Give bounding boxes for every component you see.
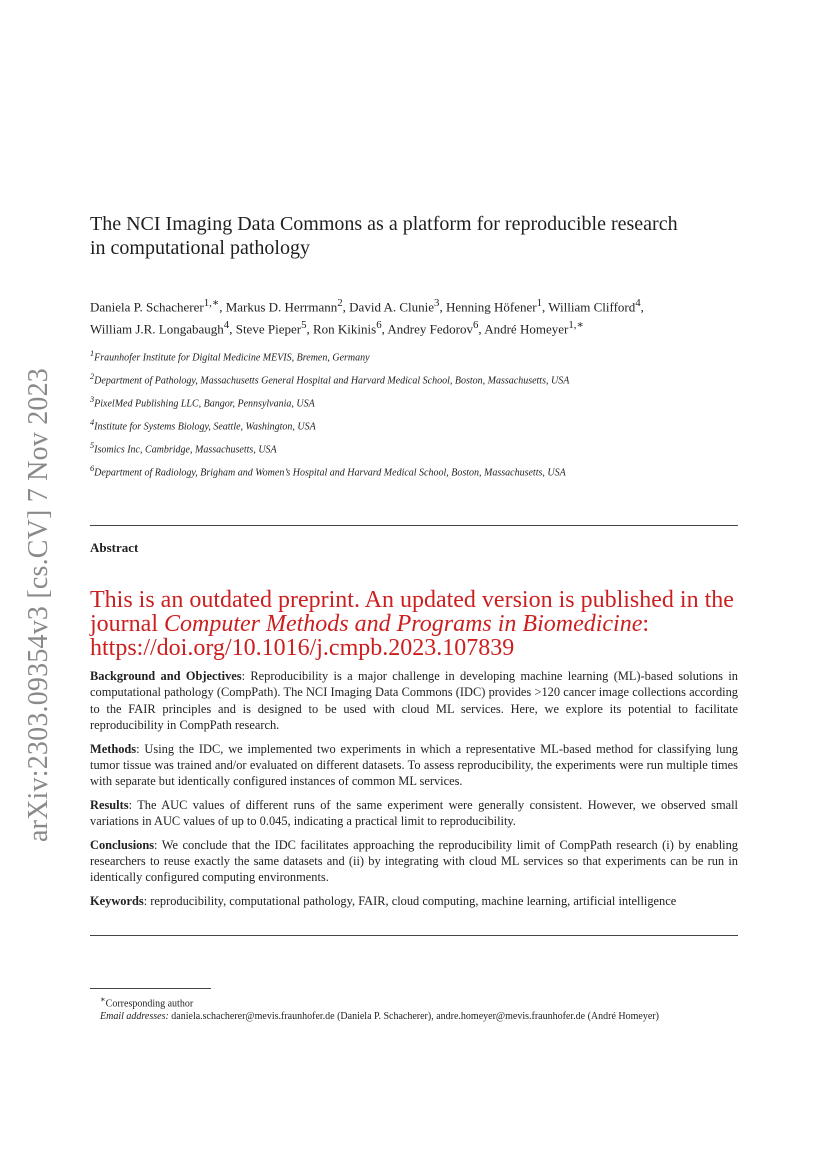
- author-affiliation-marker: 1,∗: [203, 297, 220, 309]
- author-line-2: William J.R. Longabaugh$^4$, Steve Pieper$^5$, Ron Kikinis$^6$, Andrey Fedorov$^6$, André Homeyer$^{1,∗}$: [90, 319, 584, 337]
- outdated-preprint-notice: [90, 588, 738, 660]
- affiliation-number: 3: [90, 395, 95, 404]
- abstract-paragraph-background: [90, 668, 738, 734]
- arxiv-side-stamp: [20, 360, 58, 850]
- journal-name: Computer Methods and Programs in Biomedicine: [163, 611, 643, 637]
- author-affiliation-marker: 4: [223, 319, 230, 332]
- email-addresses[interactable]: daniela.schacherer@mevis.fraunhofer.de (Daniela P. Schacherer), andre.homeyer@mevis.fraunhofer.de (André Homeyer): [168, 1011, 659, 1023]
- abstract-paragraph-methods: [90, 741, 738, 790]
- section-label: Conclusions: [90, 837, 155, 852]
- arxiv-identifier: arXiv:2303.09354v3 [cs.CV] 7 Nov 2023: [23, 367, 54, 843]
- section-text: : reproducibility, computational pathology, FAIR, cloud computing, machine learning, artificial intelligence: [143, 893, 677, 908]
- paper-title-line-1: The NCI Imaging Data Commons as a platform for reproducible research: [90, 213, 678, 235]
- author-name: Andrey Fedorov: [387, 321, 473, 337]
- author-affiliation-marker: 1,∗: [568, 319, 584, 332]
- author-name: André Homeyer: [484, 321, 569, 337]
- section-label: Background and Objectives: [90, 669, 242, 683]
- affiliation-number: 5: [90, 441, 95, 450]
- affiliation-number: 4: [90, 418, 95, 427]
- author-affiliation-marker: 3: [434, 297, 440, 309]
- author-name: Markus D. Herrmann: [225, 299, 338, 315]
- affiliation-number: 6: [90, 464, 95, 473]
- affiliation-number: 2: [90, 372, 95, 381]
- section-text: : Reproducibility is a major challenge in developing machine learning (ML)-based solutions in computational pathology (CompPath). The NCI Imaging Data Commons (IDC) provides >120 cancer image collections according to the FAIR principles and is designed to be used with cloud ML services. Here, we explore its potential to facilitate reproducibility in CompPath research.: [90, 669, 738, 733]
- author-affiliation-marker: 1: [536, 297, 542, 309]
- abstract-paragraph-results: [90, 797, 738, 830]
- author-name: Ron Kikinis: [312, 321, 377, 337]
- footnote: [100, 993, 740, 1023]
- section-label: Methods: [90, 741, 137, 756]
- notice-prefix: journal: [90, 611, 164, 637]
- author-line-1: Daniela P. Schacherer$^{1,∗}$, Markus D. Herrmann$^2$, David A. Clunie$^3$, Henning Höfener$^1$, William Clifford$^4$,: [90, 297, 644, 315]
- affiliation-item: [90, 371, 569, 387]
- author-name: Henning Höfener: [445, 299, 537, 315]
- affiliation-text: Department of Pathology, Massachusetts General Hospital and Harvard Medical School, Boston, Massachusetts, USA: [94, 375, 570, 387]
- email-addresses-note: [100, 1010, 740, 1023]
- author-name: Steve Pieper: [235, 321, 302, 337]
- affiliation-number: 1: [90, 349, 95, 358]
- keywords: [90, 893, 738, 909]
- notice-line-1: This is an outdated preprint. An updated version is published in the: [90, 587, 734, 613]
- affiliation-text: Isomics Inc, Cambridge, Massachusetts, USA: [94, 444, 277, 456]
- abstract-top-rule: [90, 525, 738, 526]
- author-name: Daniela P. Schacherer: [90, 299, 204, 315]
- section-label: Results: [90, 797, 129, 812]
- author-name: David A. Clunie: [349, 299, 435, 315]
- affiliation-text: Fraunhofer Institute for Digital Medicine MEVIS, Bremen, Germany: [94, 352, 370, 364]
- footnote-rule: [90, 988, 211, 989]
- notice-line-2: [90, 612, 738, 636]
- author-name: William J.R. Longabaugh: [90, 321, 224, 337]
- abstract-body: [90, 668, 738, 916]
- affiliation-item: [90, 463, 566, 479]
- email-label: Email addresses:: [100, 1011, 169, 1023]
- paper-title: [90, 212, 738, 260]
- notice-suffix: :: [642, 611, 650, 637]
- abstract-bottom-rule: [90, 935, 738, 936]
- affiliation-item: [90, 394, 315, 410]
- affiliation-item: [90, 348, 370, 364]
- author-affiliation-marker: 2: [337, 297, 343, 309]
- author-affiliation-marker: 5: [301, 319, 307, 332]
- corresponding-author-label: Corresponding author: [105, 998, 194, 1010]
- paper-title-line-2: in computational pathology: [90, 237, 310, 259]
- footnote-marker: ∗: [100, 995, 106, 1004]
- affiliation-item: [90, 440, 277, 456]
- affiliation-text: PixelMed Publishing LLC, Bangor, Pennsylvania, USA: [94, 398, 315, 410]
- author-affiliation-marker: 6: [376, 319, 382, 332]
- author-name: William Clifford: [548, 299, 636, 315]
- section-text: : We conclude that the IDC facilitates approaching the reproducibility limit of CompPath research (i) by enabling researchers to reuse exactly the same datasets and (ii) by integrating with cloud ML services so that experiments can be run in identically configured computing environments.: [90, 837, 738, 885]
- author-affiliation-marker: 4: [635, 297, 641, 309]
- affiliation-item: [90, 417, 316, 433]
- section-label: Keywords: [90, 893, 144, 908]
- affiliation-text: Institute for Systems Biology, Seattle, Washington, USA: [94, 421, 316, 433]
- corresponding-author-note: [100, 993, 740, 1010]
- doi-link[interactable]: https://doi.org/10.1016/j.cmpb.2023.107839: [90, 635, 515, 661]
- author-list: [90, 294, 738, 339]
- author-affiliation-marker: 6: [473, 319, 479, 332]
- section-text: : Using the IDC, we implemented two experiments in which a representative ML-based method for classifying lung tumor tissue was trained and/or evaluated on different datasets. To assess reproducibility, the experiments were run multiple times with separate but identically configured instances of common ML services.: [90, 741, 738, 789]
- abstract-heading: Abstract: [90, 540, 139, 555]
- section-text: : The AUC values of different runs of the same experiment were generally consistent. However, we observed small variations in AUC values of up to 0.045, indicating a practical limit to reproducibility.: [90, 797, 738, 829]
- abstract-paragraph-conclusions: [90, 837, 738, 886]
- affiliation-text: Department of Radiology, Brigham and Women’s Hospital and Harvard Medical School, Boston, Massachusetts, USA: [94, 467, 566, 479]
